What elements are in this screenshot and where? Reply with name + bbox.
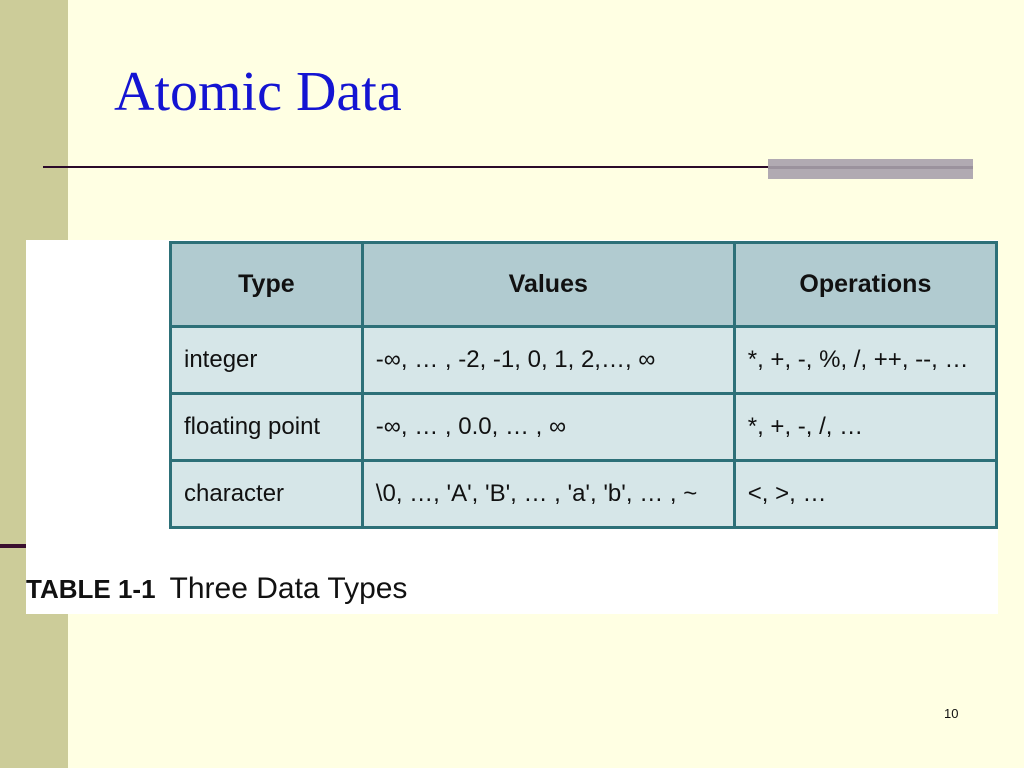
cell-values: -∞, … , 0.0, … , ∞: [362, 394, 734, 461]
cell-type: floating point: [171, 394, 363, 461]
slide-title: Atomic Data: [114, 61, 402, 123]
table-row: [171, 327, 997, 394]
header-operations: Operations: [734, 243, 996, 327]
table-row: [171, 461, 997, 528]
title-underline: [43, 166, 768, 168]
header-values: Values: [362, 243, 734, 327]
data-types-table: [169, 241, 998, 529]
table-row: [171, 394, 997, 461]
cell-values: \0, …, 'A', 'B', … , 'a', 'b', … , ~: [362, 461, 734, 528]
cell-values: -∞, … , -2, -1, 0, 1, 2,…, ∞: [362, 327, 734, 394]
table-figure: [26, 240, 998, 614]
header-type: Type: [171, 243, 363, 327]
page-number: 10: [944, 706, 959, 721]
cell-type: character: [171, 461, 363, 528]
table-caption: [26, 572, 407, 606]
caption-label: TABLE 1-1: [26, 574, 156, 604]
caption-text: Three Data Types: [169, 572, 408, 605]
table-header-row: [171, 243, 997, 327]
cell-operations: *, +, -, /, …: [734, 394, 996, 461]
cell-type: integer: [171, 327, 363, 394]
cell-operations: *, +, -, %, /, ++, --, …: [734, 327, 996, 394]
cell-operations: <, >, …: [734, 461, 996, 528]
title-underline-accent: [768, 159, 973, 179]
